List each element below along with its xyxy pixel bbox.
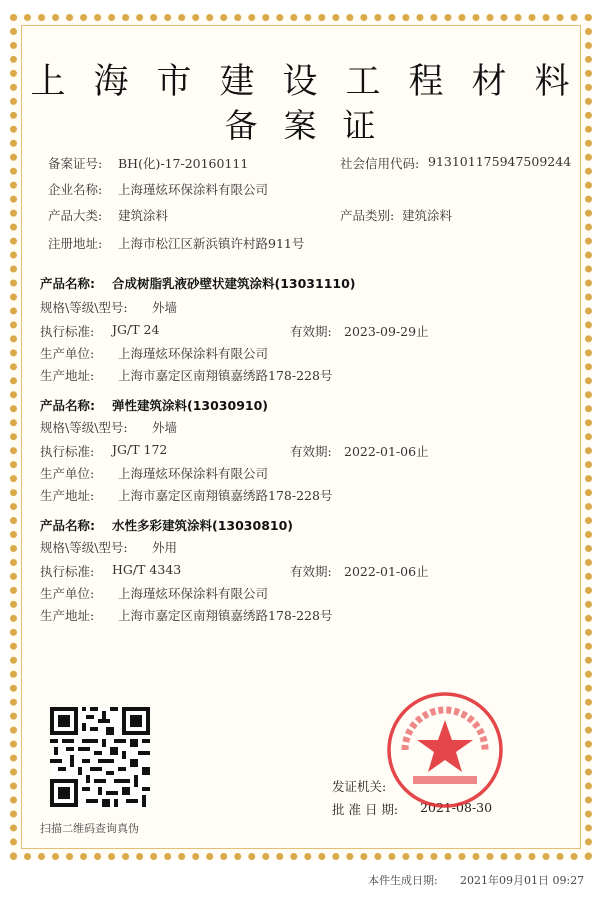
prod-address-value: 上海市嘉定区南翔镇嘉绣路178-228号 bbox=[118, 368, 333, 383]
approval-date-label: 批 准 日 期: bbox=[332, 802, 399, 817]
company-value: 上海瑾炫环保涂料有限公司 bbox=[118, 182, 269, 197]
spec-value: 外墙 bbox=[152, 420, 178, 435]
category-label: 产品大类: bbox=[48, 208, 103, 223]
prod-address-value: 上海市嘉定区南翔镇嘉绣路178-228号 bbox=[118, 488, 333, 503]
generated-label: 本件生成日期: bbox=[368, 874, 438, 887]
certificate-subtitle: 备案证 bbox=[224, 106, 402, 145]
validity-label: 有效期: bbox=[290, 564, 332, 579]
standard-label: 执行标准: bbox=[40, 444, 95, 459]
company-label: 企业名称: bbox=[48, 182, 103, 197]
standard-value: JG/T 24 bbox=[112, 322, 160, 337]
standard-value: JG/T 172 bbox=[112, 442, 168, 457]
approval-date-value: 2021-08-30 bbox=[420, 800, 493, 815]
product-name-label: 产品名称: bbox=[40, 398, 95, 413]
spec-label: 规格\等级\型号: bbox=[40, 540, 128, 555]
validity-value: 2023-09-29止 bbox=[344, 324, 429, 339]
spec-value: 外用 bbox=[152, 540, 178, 555]
producer-label: 生产单位: bbox=[40, 586, 95, 601]
product-name: 合成树脂乳液砂壁状建筑涂料(13031110) bbox=[112, 276, 356, 291]
validity-label: 有效期: bbox=[290, 444, 332, 459]
reg-no-label: 备案证号: bbox=[48, 156, 103, 171]
qr-code-icon bbox=[50, 707, 150, 807]
category-value: 建筑涂料 bbox=[118, 208, 169, 223]
validity-value: 2022-01-06止 bbox=[344, 444, 429, 459]
spec-value: 外墙 bbox=[152, 300, 178, 315]
product-name: 弹性建筑涂料(13030910) bbox=[112, 398, 269, 413]
product-name-label: 产品名称: bbox=[40, 276, 95, 291]
standard-value: HG/T 4343 bbox=[112, 562, 182, 577]
type-label: 产品类别: bbox=[340, 208, 395, 223]
official-seal bbox=[385, 690, 505, 810]
producer-label: 生产单位: bbox=[40, 466, 95, 481]
type-value: 建筑涂料 bbox=[402, 208, 453, 223]
credit-code-value: 913101175947509244 bbox=[428, 154, 572, 169]
prod-address-label: 生产地址: bbox=[40, 488, 95, 503]
product-name-label: 产品名称: bbox=[40, 518, 95, 533]
credit-code-label: 社会信用代码: bbox=[340, 156, 420, 171]
standard-label: 执行标准: bbox=[40, 564, 95, 579]
spec-label: 规格\等级\型号: bbox=[40, 420, 128, 435]
producer-value: 上海瑾炫环保涂料有限公司 bbox=[118, 346, 269, 361]
validity-label: 有效期: bbox=[290, 324, 332, 339]
certificate-title: 上海市建设工程材料 bbox=[30, 62, 598, 102]
qr-caption: 扫描二维码查询真伪 bbox=[40, 822, 139, 835]
spec-label: 规格\等级\型号: bbox=[40, 300, 128, 315]
standard-label: 执行标准: bbox=[40, 324, 95, 339]
reg-no-value: BH(化)-17-20160111 bbox=[118, 156, 249, 171]
prod-address-label: 生产地址: bbox=[40, 608, 95, 623]
producer-value: 上海瑾炫环保涂料有限公司 bbox=[118, 586, 269, 601]
prod-address-value: 上海市嘉定区南翔镇嘉绣路178-228号 bbox=[118, 608, 333, 623]
producer-label: 生产单位: bbox=[40, 346, 95, 361]
validity-value: 2022-01-06止 bbox=[344, 564, 429, 579]
address-value: 上海市松江区新浜镇许村路911号 bbox=[118, 236, 305, 251]
producer-value: 上海瑾炫环保涂料有限公司 bbox=[118, 466, 269, 481]
issuer-label: 发证机关: bbox=[332, 779, 387, 794]
prod-address-label: 生产地址: bbox=[40, 368, 95, 383]
generated-value: 2021年09月01日 09:27 bbox=[460, 874, 585, 887]
address-label: 注册地址: bbox=[48, 236, 103, 251]
product-name: 水性多彩建筑涂料(13030810) bbox=[112, 518, 294, 533]
